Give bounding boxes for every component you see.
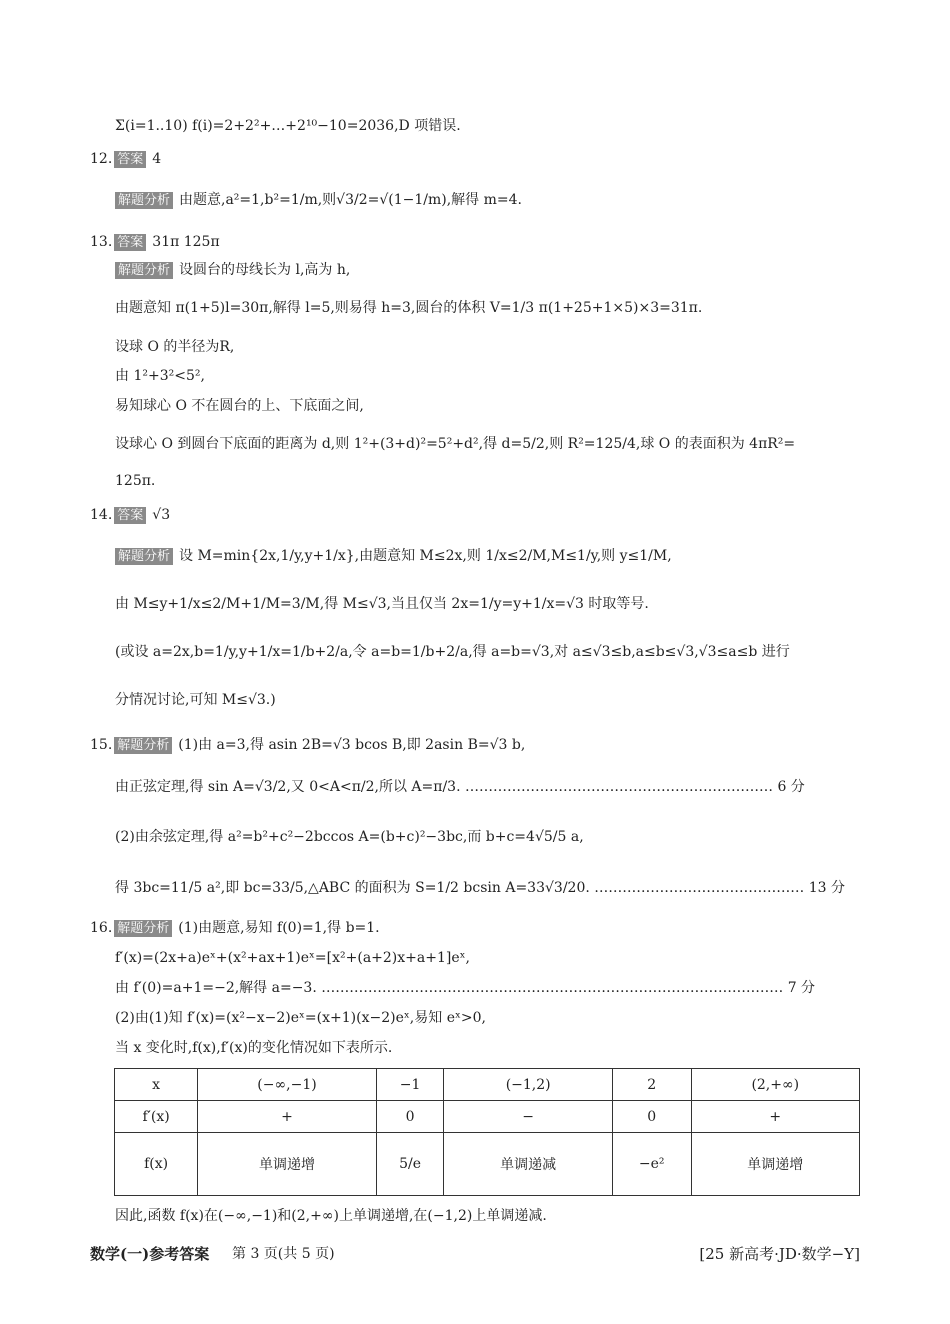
table-cell: 5/e [376, 1133, 444, 1196]
table-row [115, 1133, 860, 1196]
analysis-tag: 解题分析 [114, 737, 172, 754]
conclusion: 因此,函数 f(x)在(−∞,−1)和(2,+∞)上单调递增,在(−1,2)上单调递减. [115, 1208, 547, 1224]
analysis-tag: 解题分析 [115, 192, 173, 209]
table-cell: (−1,2) [444, 1069, 612, 1101]
line-10: 125π. [115, 473, 156, 489]
table-cell: x [115, 1069, 198, 1101]
line-0: Σ(i=1..10) f(i)=2+2²+…+2¹⁰−10=2036,D 项错误. [115, 118, 461, 134]
table-cell: 单调递减 [444, 1133, 612, 1196]
line-24: 当 x 变化时,f(x),f′(x)的变化情况如下表所示. [115, 1040, 393, 1056]
table-cell: −1 [376, 1069, 444, 1101]
line-22: 由 f′(0)=a+1=−2,解得 a=−3. ……………………………………………………………………………………… 7 分 [115, 980, 816, 996]
variation-table [114, 1068, 860, 1196]
line-13: 由 M≤y+1/x≤2/M+1/M=3/M,得 M≤√3,当且仅当 2x=1/y=y+1/x=√3 时取等号. [115, 596, 649, 612]
table-cell: + [198, 1101, 376, 1133]
table-cell: 单调递增 [691, 1133, 859, 1196]
answer-tag: 答案 [114, 151, 146, 168]
analysis-tag: 解题分析 [115, 548, 173, 565]
line-14: (或设 a=2x,b=1/y,y+1/x=1/b+2/a,令 a=b=1/b+2/a,得 a=b=√3,对 a≤√3≤b,a≤b≤√3,√3≤a≤b 进行 [115, 644, 790, 660]
table-cell: (2,+∞) [691, 1069, 859, 1101]
line-5: 由题意知 π(1+5)l=30π,解得 l=5,则易得 h=3,圆台的体积 V=1/3 π(1+25+1×5)×3=31π. [115, 300, 703, 316]
line-7: 由 1²+3²<5², [115, 368, 205, 384]
table-cell: (−∞,−1) [198, 1069, 376, 1101]
analysis-tag: 解题分析 [115, 262, 173, 279]
table-cell: 0 [376, 1101, 444, 1133]
line-6: 设球 O 的半径为R, [115, 339, 235, 355]
line-17: 由正弦定理,得 sin A=√3/2,又 0<A<π/2,所以 A=π/3. ………………………………………………………… 6 分 [115, 779, 805, 795]
footer-right: [25 新高考·JD·数学−Y] [699, 1245, 860, 1263]
table-cell: 单调递增 [198, 1133, 376, 1196]
table-cell: + [691, 1101, 859, 1133]
line-12: 解题分析 设 M=min{2x,1/y,y+1/x},由题意知 M≤2x,则 1/x≤2/M,M≤1/y,则 y≤1/M, [115, 548, 672, 565]
footer-left: 数学(一)参考答案 [90, 1245, 210, 1263]
line-21: f′(x)=(2x+a)eˣ+(x²+ax+1)eˣ=[x²+(a+2)x+a+1]eˣ, [115, 950, 471, 966]
table-row [115, 1101, 860, 1133]
line-3: 13. 答案 31π 125π [90, 234, 220, 250]
line-19: 得 3bc=11/5 a²,即 bc=33/5,△ABC 的面积为 S=1/2 bcsin A=33√3/20. ……………………………………… 13 分 [115, 880, 845, 896]
line-8: 易知球心 O 不在圆台的上、下底面之间, [115, 398, 364, 414]
line-20: 16. 解题分析 (1)由题意,易知 f(0)=1,得 b=1. [90, 920, 380, 936]
table-cell: − [444, 1101, 612, 1133]
answer-tag: 答案 [114, 507, 146, 524]
analysis-tag: 解题分析 [114, 920, 172, 937]
table-cell: f(x) [115, 1133, 198, 1196]
footer-page: 第 3 页(共 5 页) [232, 1246, 335, 1262]
line-9: 设球心 O 到圆台下底面的距离为 d,则 1²+(3+d)²=5²+d²,得 d=5/2,则 R²=125/4,球 O 的表面积为 4πR²= [115, 436, 796, 452]
line-1: 12. 答案 4 [90, 151, 162, 167]
line-15: 分情况讨论,可知 M≤√3.) [115, 692, 276, 708]
table-cell: 0 [612, 1101, 691, 1133]
answer-tag: 答案 [114, 234, 146, 251]
table-row [115, 1069, 860, 1101]
table-cell: −e² [612, 1133, 691, 1196]
table-cell: f′(x) [115, 1101, 198, 1133]
line-23: (2)由(1)知 f′(x)=(x²−x−2)eˣ=(x+1)(x−2)eˣ,易知 eˣ>0, [115, 1010, 487, 1026]
line-18: (2)由余弦定理,得 a²=b²+c²−2bccos A=(b+c)²−3bc,而 b+c=4√5/5 a, [115, 829, 584, 845]
line-11: 14. 答案 √3 [90, 507, 171, 523]
table-cell: 2 [612, 1069, 691, 1101]
line-2: 解题分析 由题意,a²=1,b²=1/m,则√3/2=√(1−1/m),解得 m=4. [115, 192, 522, 209]
line-16: 15. 解题分析 (1)由 a=3,得 asin 2B=√3 bcos B,即 2asin B=√3 b, [90, 737, 526, 753]
line-4: 解题分析 设圆台的母线长为 l,高为 h, [115, 262, 350, 279]
